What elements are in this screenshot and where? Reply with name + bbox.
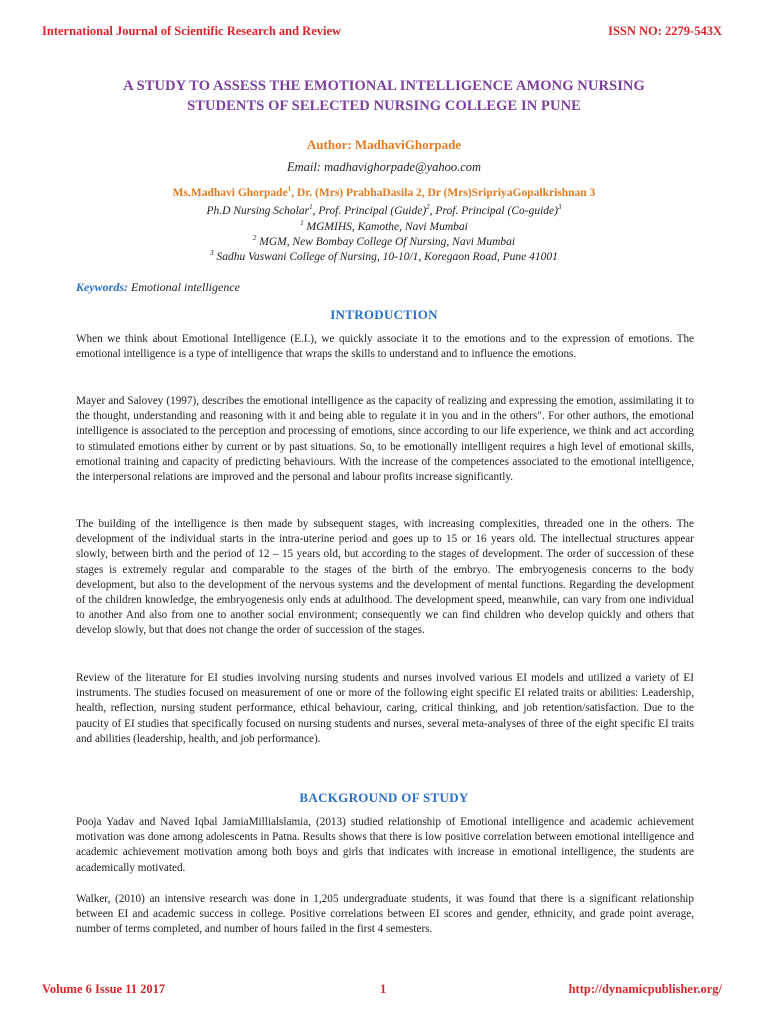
journal-name: International Journal of Scientific Research and Review [42, 24, 342, 38]
author-name-1: Ms.Madhavi Ghorpade [172, 186, 288, 199]
section-heading-background: BACKGROUND OF STUDY [299, 790, 469, 805]
footer-volume: Volume 6 Issue 11 2017 [42, 982, 166, 996]
affiliation-2 [0, 234, 768, 248]
role-sup-1: 1 [309, 203, 313, 211]
section-heading-introduction: INTRODUCTION [330, 307, 438, 322]
keywords-value: Emotional intelligence [128, 280, 240, 294]
author-names-rest: , Dr. (Mrs) PrabhaDasila 2, Dr (Mrs)SripriyaGopalkrishnan 3 [291, 186, 596, 199]
footer-page-number: 1 [380, 982, 387, 996]
paragraph-6: Walker, (2010) an intensive research was done in 1,205 undergraduate students, it was found that there is a significant relationship between EI and academic success in college. Positive correlations between EI scores and gender, ethnicity, and grade point average, number of terms completed, and number of hours failed in the first 4 semesters. [76, 893, 694, 936]
paragraph-5: Pooja Yadav and Naved Iqbal JamiaMillialslamia, (2013) studied relationship of Emotional intelligence and academic achievement motivation was done among adolescents in Patna. Results shows that there is low positive correlation between emotional intelligence and academic achievement motivation among both boys and girls that indicates with increase in emotional intelligence, the students are academically motivated. [76, 816, 694, 874]
affiliation-1-text: MGMIHS, Kamothe, Navi Mumbai [306, 220, 468, 233]
author-list [0, 185, 768, 199]
affiliation-sup-2: 2 [252, 234, 257, 242]
paragraph-3: The building of the intelligence is then made by subsequent stages, with increasing complexities, threaded one in the others. The development of the individual starts in the intra-uterine period and goes up to 15 or 16 years old. The intellectual structures appear slowly, between birth and the period of 12 – 15 years old, but according to the stages of development. The order of succession of these stages is extremely regular and comparable to the stages of the birth of the embryo. The embryogenesis concerns to the body development, but also to the development of the nervous systems and the development of mental functions. Regarding the development of the children knowledge, the embryogenesis only ends at adulthood. The development speed, meanwhile, can vary from one individual to another And also from one to another social environment; consequently we can find children who develop quickly and others that develop slowly, but that does not change the order of succession of the stages. [76, 518, 694, 637]
paragraph-2: Mayer and Salovey (1997), describes the emotional intelligence as the capacity of realizing and expressing the emotion, assimilating it to the thought, understanding and reasoning with it and being able to regulate it in you and in the others". For other authors, the emotional intelligence is associated to the perception and processing of emotions, since according to our life experience, we think and act according to stimulated emotions either by current or by past situations. So, to be emotionally intelligent requires a high level of emotional skills, emotional training and capacity of predicting behaviours. With the increase of the competences associated to the emotional intelligence, the interpersonal relations are improved and the personal and labour profits increase significantly. [76, 395, 694, 484]
affiliation-sup-3: 3 [210, 249, 214, 257]
affiliation-3 [0, 249, 768, 263]
paragraph-4: Review of the literature for EI studies involving nursing students and nurses involved various EI models and utilized a variety of EI instruments. The studies focused on measurement of one or more of the following eight specific EI related traits or abilities: Leadership, health, reflection, nursing student performance, ethical behaviour, caring, critical thinking, and job retention/satisfaction. Due to the paucity of EI studies that specifically focused on nursing students and nurses, several meta-analyses of three of the eight specific EI traits and abilities (leadership, health, and job performance). [76, 672, 694, 745]
keywords-label: Keywords [76, 280, 124, 294]
affiliation-3-text: Sadhu Vaswani College of Nursing, 10-10/1, Koregaon Road, Pune 41001 [216, 250, 558, 263]
author-email: Email: madhavighorpade@yahoo.com [286, 160, 482, 174]
keywords [76, 280, 240, 295]
role-sup-2: 2 [426, 203, 430, 211]
author-sup-1: 1 [287, 185, 292, 193]
author-roles [0, 203, 768, 217]
paragraph-1: When we think about Emotional Intelligence (E.I.), we quickly associate it to the emotions and to the expression of emotions. The emotional intelligence is a type of intelligence that wraps the skills to understand and to influence the emotions. [76, 333, 694, 361]
role-sup-3: 3 [557, 203, 562, 211]
paper-title-line-1: A STUDY TO ASSESS THE EMOTIONAL INTELLIGENCE AMONG NURSING [123, 78, 645, 94]
affiliation-1 [0, 219, 768, 233]
role-2: , Prof. Principal (Guide) [312, 204, 427, 217]
paper-title [60, 76, 708, 116]
affiliation-2-text: MGM, New Bombay College Of Nursing, Navi Mumbai [259, 235, 516, 248]
affiliation-sup-1: 1 [300, 219, 304, 227]
role-1: Ph.D Nursing Scholar [206, 204, 310, 217]
author-label: Author: MadhaviGhorpade [306, 137, 462, 152]
role-3: , Prof. Principal (Co-guide) [429, 204, 558, 217]
issn-number: ISSN NO: 2279-543X [608, 24, 722, 38]
footer-url[interactable]: http://dynamicpublisher.org/ [568, 982, 722, 996]
keywords-colon: : [124, 280, 128, 294]
paper-title-line-2: STUDENTS OF SELECTED NURSING COLLEGE IN PUNE [187, 98, 581, 114]
